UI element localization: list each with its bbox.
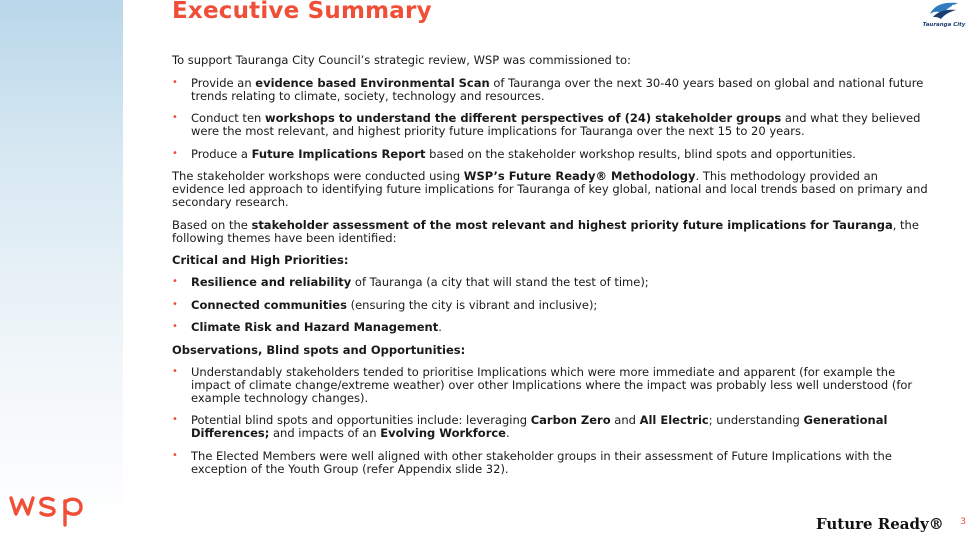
list-item: • Provide an evidence based Environmental Scan of Tauranga over the next 30-40 years based on global and national future trends relating to climate, society, technology and resources. bbox=[172, 75, 924, 103]
bullet-icon: • bbox=[172, 147, 178, 159]
side-gradient-band bbox=[0, 0, 123, 532]
list-item: • The Elected Members were well aligned with other stakeholder groups in their assessment of Future Implications with the exception of the Youth Group (refer Appendix slide 32). bbox=[172, 448, 892, 476]
priorities-heading: Critical and High Priorities: bbox=[172, 253, 349, 267]
wsp-logo bbox=[8, 488, 88, 528]
observations-list bbox=[172, 366, 932, 476]
list-item: • Potential blind spots and opportunities include: leveraging Carbon Zero and All Electric; understanding Generational Differences; and impacts of an Evolving Workforce. bbox=[172, 413, 888, 440]
commission-list bbox=[172, 77, 932, 161]
bullet-icon: • bbox=[172, 365, 178, 377]
bullet-icon: • bbox=[172, 298, 178, 310]
bullet-icon: • bbox=[172, 112, 178, 123]
bullet-icon: • bbox=[172, 449, 178, 461]
wsp-logo-mark bbox=[8, 488, 88, 528]
bullet-icon: • bbox=[172, 414, 178, 425]
bullet-icon: • bbox=[172, 321, 178, 332]
list-item: • Climate Risk and Hazard Management. bbox=[172, 320, 442, 334]
list-item: • Produce a Future Implications Report based on the stakeholder workshop results, blind spots and opportunities. bbox=[172, 146, 856, 161]
tauranga-city-logo bbox=[921, 0, 967, 32]
priorities-list bbox=[172, 276, 932, 334]
methodology-paragraph: The stakeholder workshops were conducted using WSP’s Future Ready® Methodology. This methodology provided an evidence led approach to identifying future implications for Tauranga of key global, national and local trends based on primary and secondary research. bbox=[172, 169, 928, 209]
observations-heading: Observations, Blind spots and Opportunities: bbox=[172, 342, 466, 357]
council-name: Tauranga City bbox=[922, 22, 966, 28]
list-item: • Connected communities (ensuring the city is vibrant and inclusive); bbox=[172, 297, 598, 312]
summary-body bbox=[172, 54, 932, 485]
page-title: Executive Summary bbox=[172, 0, 432, 24]
assessment-paragraph: Based on the stakeholder assessment of the most relevant and highest priority future implications for Tauranga, the following themes have been identified: bbox=[172, 217, 919, 245]
tauranga-bird-icon bbox=[927, 0, 961, 22]
bullet-icon: • bbox=[172, 76, 178, 88]
future-ready-mark: Future Ready® bbox=[816, 515, 944, 533]
list-item: • Understandably stakeholders tended to prioritise Implications which were more immediate and apparent (for example the impact of climate change/extreme weather) over other Implications where the impact was probably less well understood (for example technology changes). bbox=[172, 364, 913, 405]
intro-paragraph: To support Tauranga City Council’s strategic review, WSP was commissioned to: bbox=[172, 53, 631, 67]
page-number: 3 bbox=[960, 517, 966, 527]
bullet-icon: • bbox=[172, 276, 178, 287]
list-item: • Resilience and reliability of Tauranga (a city that will stand the test of time); bbox=[172, 275, 649, 289]
list-item: • Conduct ten workshops to understand the different perspectives of (24) stakeholder groups and what they believed were the most relevant, and highest priority future implications for Tauranga over the next 15 to 20 years. bbox=[172, 111, 921, 138]
